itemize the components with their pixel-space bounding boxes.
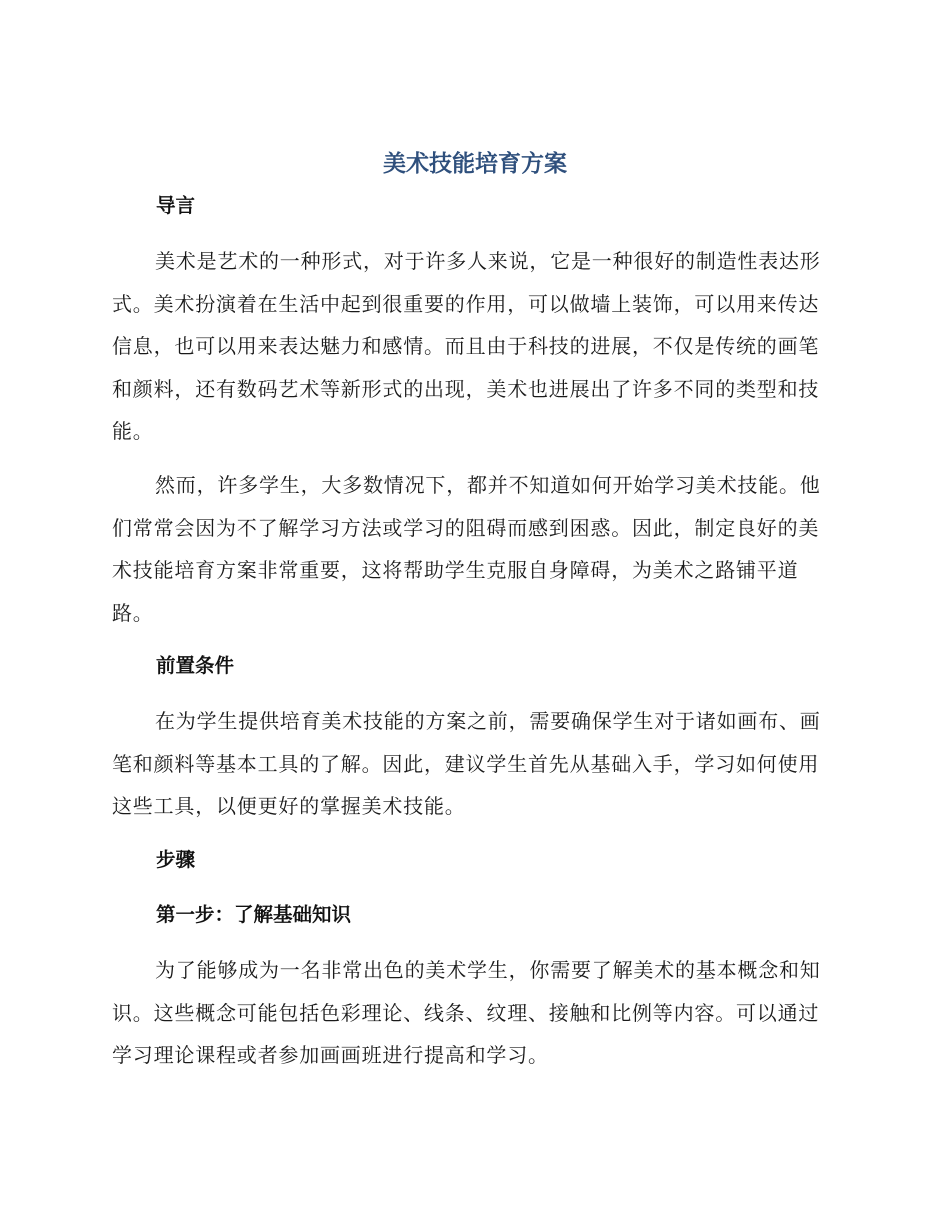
paragraph-introduction-1: 美术是艺术的一种形式，对于许多人来说，它是一种很好的制造性表达形式。美术扮演着在生活中起到很重要的作用，可以做墙上装饰，可以用来传达信息，也可以用来表达魅力和感情。而且由于科技的进展，不仅是传统的画笔和颜料，还有数码艺术等新形式的出现，美术也进展出了许多不同的类型和技能。 [112,249,821,443]
paragraph-prerequisites: 在为学生提供培育美术技能的方案之前，需要确保学生对于诸如画布、画笔和颜料等基本工具的了解。因此，建议学生首先从基础入手，学习如何使用这些工具，以便更好的掌握美术技能。 [112,709,821,818]
document-title: 美术技能培育方案 [383,151,567,177]
paragraph-step-one: 为了能够成为一名非常出色的美术学生，你需要了解美术的基本概念和知识。这些概念可能包括色彩理论、线条、纹理、接触和比例等内容。可以通过学习理论课程或者参加画画班进行提高和学习。 [112,958,821,1067]
section-heading-steps: 步骤 [156,848,196,871]
section-heading-prerequisites: 前置条件 [156,654,235,677]
section-heading-step-one: 第一步：了解基础知识 [156,903,352,926]
paragraph-introduction-2: 然而，许多学生，大多数情况下，都并不知道如何开始学习美术技能。他们常常会因为不了解学习方法或学习的阻碍而感到困惑。因此，制定良好的美术技能培育方案非常重要，这将帮助学生克服自身障碍，为美术之路铺平道路。 [112,473,821,625]
section-heading-introduction: 导言 [156,194,196,217]
